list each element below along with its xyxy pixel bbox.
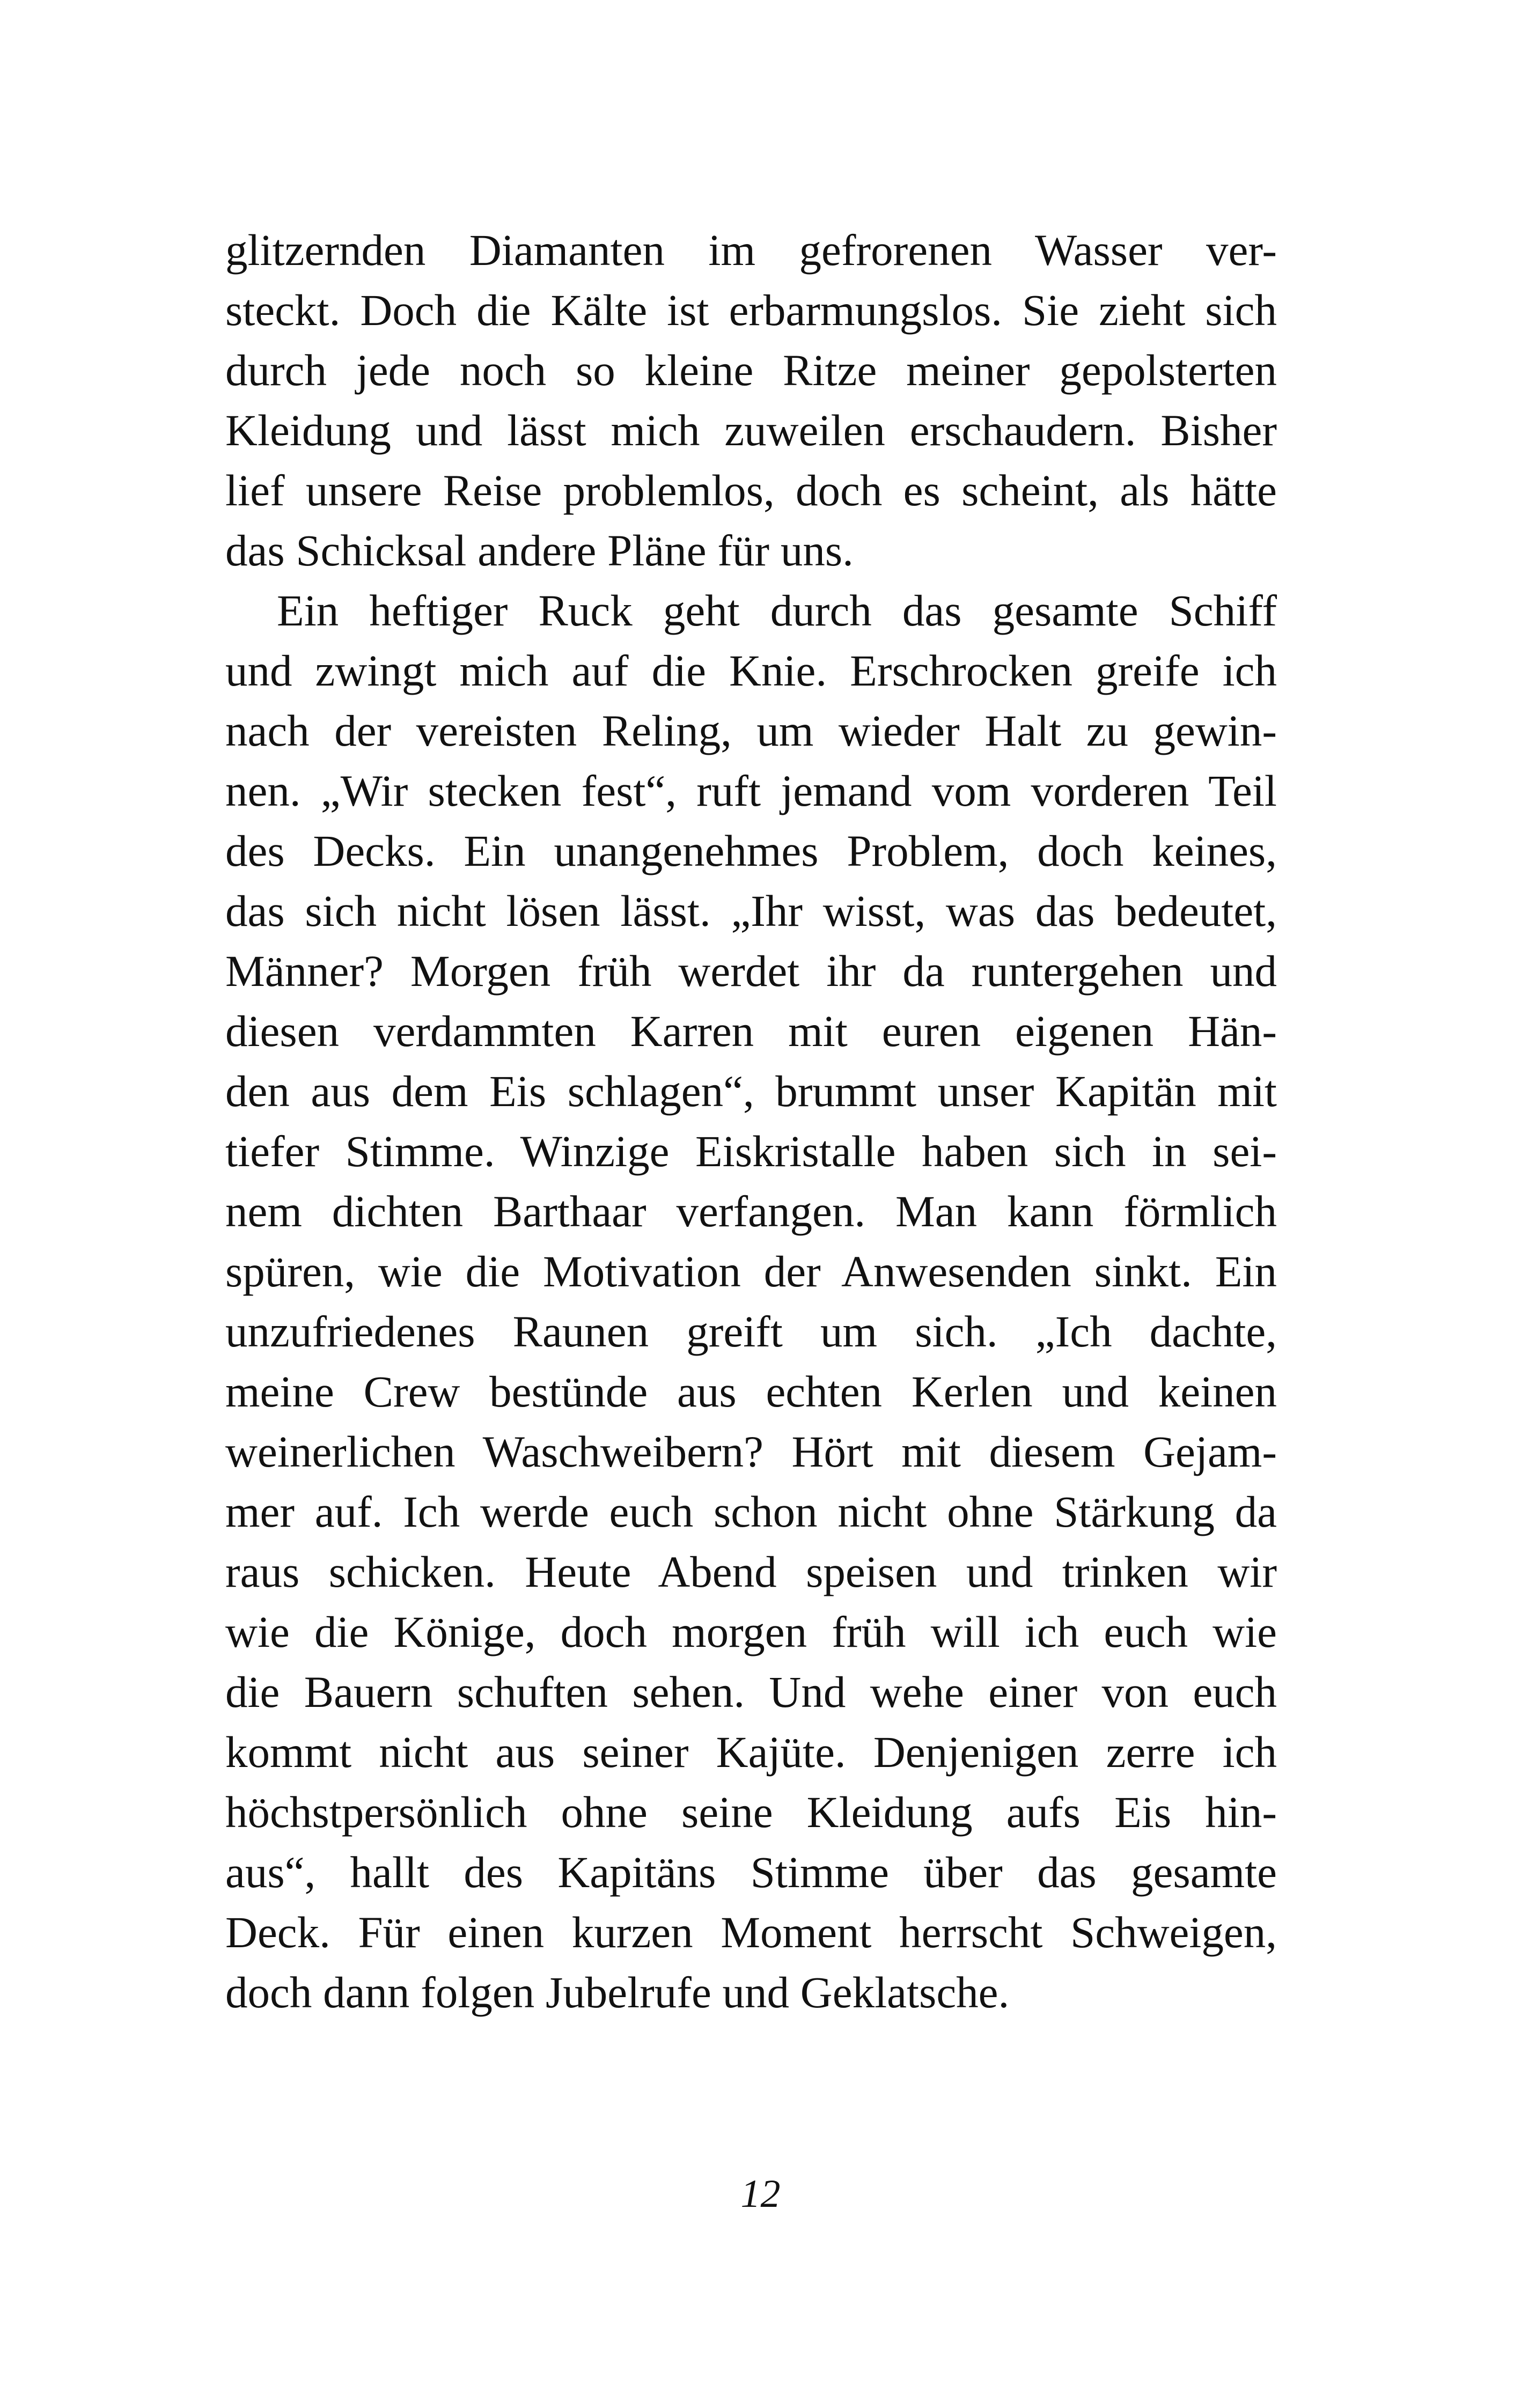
paragraph-2-line-23: Deck. Für einen kurzen Moment herrscht Schweigen,: [225, 1908, 1277, 1957]
body-text: [225, 220, 1277, 2022]
paragraph-2-line-20: kommt nicht aus seiner Kajüte. Denjenigen zerre ich: [225, 1727, 1277, 1777]
paragraph-2-line-15: weinerlichen Waschweibern? Hört mit diesem Gejam-: [225, 1427, 1277, 1476]
paragraph-2-line-12: spüren, wie die Motivation der Anwesenden sinkt. Ein: [225, 1247, 1277, 1296]
paragraph-2-line-4: nen. „Wir stecken fest“, ruft jemand vom vorderen Teil: [225, 766, 1277, 815]
paragraph-2-line-19: die Bauern schuften sehen. Und wehe einer von euch: [225, 1667, 1277, 1717]
paragraph-2-line-18: wie die Könige, doch morgen früh will ich euch wie: [225, 1607, 1277, 1656]
paragraph-2-line-2: und zwingt mich auf die Knie. Erschrocken greife ich: [225, 646, 1277, 695]
paragraph-2-line-9: den aus dem Eis schlagen“, brummt unser Kapitän mit: [225, 1066, 1277, 1116]
paragraph-1-line-4: Kleidung und lässt mich zuweilen erschaudern. Bisher: [225, 406, 1277, 455]
paragraph-2-line-17: raus schicken. Heute Abend speisen und trinken wir: [225, 1547, 1277, 1596]
paragraph-2-line-7: Männer? Morgen früh werdet ihr da runtergehen und: [225, 946, 1277, 996]
paragraph-1-line-5: lief unsere Reise problemlos, doch es scheint, als hätte: [225, 466, 1277, 515]
paragraph-2-line-1: Ein heftiger Ruck geht durch das gesamte Schiff: [277, 586, 1277, 635]
paragraph-2-line-5: des Decks. Ein unangenehmes Problem, doch keines,: [225, 826, 1277, 875]
page-number: 12: [740, 2172, 781, 2216]
paragraph-1-line-3: durch jede noch so kleine Ritze meiner gepolsterten: [225, 345, 1277, 395]
paragraph-2-line-13: unzufriedenes Raunen greift um sich. „Ich dachte,: [225, 1307, 1277, 1356]
paragraph-2-line-10: tiefer Stimme. Winzige Eiskristalle haben sich in sei-: [225, 1126, 1277, 1176]
paragraph-2-line-22: aus“, hallt des Kapitäns Stimme über das gesamte: [225, 1847, 1277, 1897]
paragraph-2-line-21: höchstpersönlich ohne seine Kleidung aufs Eis hin-: [225, 1787, 1277, 1837]
paragraph-2-line-3: nach der vereisten Reling, um wieder Halt zu gewin-: [225, 706, 1277, 755]
paragraph-2-line-6: das sich nicht lösen lässt. „Ihr wisst, was das bedeutet,: [225, 886, 1277, 936]
paragraph-1-line-1: glitzernden Diamanten im gefrorenen Wasser ver-: [225, 225, 1277, 275]
paragraph-2-line-14: meine Crew bestünde aus echten Kerlen und keinen: [225, 1367, 1277, 1416]
paragraph-1-line-2: steckt. Doch die Kälte ist erbarmungslos. Sie zieht sich: [225, 285, 1277, 335]
paragraph-2-line-16: mer auf. Ich werde euch schon nicht ohne Stärkung da: [225, 1487, 1277, 1536]
paragraph-2-line-8: diesen verdammten Karren mit euren eigenen Hän-: [225, 1006, 1277, 1056]
paragraph-2-line-11: nem dichten Barthaar verfangen. Man kann förmlich: [225, 1187, 1277, 1236]
paragraph-2-line-24: doch dann folgen Jubelrufe und Geklatsche.: [225, 1968, 1010, 2017]
paragraph-1-line-6: das Schicksal andere Pläne für uns.: [225, 526, 854, 575]
